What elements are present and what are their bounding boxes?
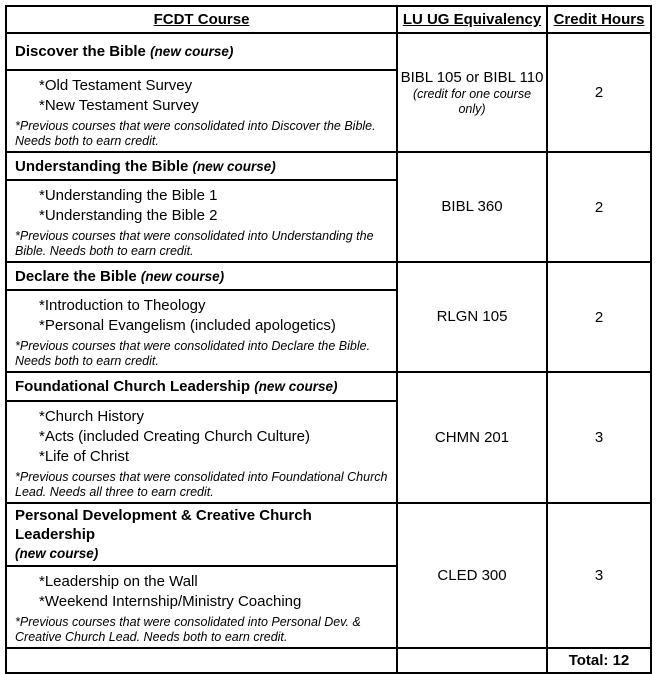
table-row [6,262,651,290]
header-credit-hours [547,6,651,33]
course-item: *Weekend Internship/Ministry Coaching [39,593,302,610]
block2-title-suffix: (new course) [192,158,276,174]
block3-note: *Previous courses that were consolidated into Declare the Bible. Needs both to earn credit. [15,339,371,368]
block2-title-cell [6,152,397,180]
header-fcdt-course-label: FCDT Course [153,11,250,28]
block3-equivalency-cell [397,262,547,372]
block4-title-suffix: (new course) [254,379,338,394]
table-header-row [6,6,651,33]
header-credit-hours-label: Credit Hours [553,11,645,28]
block1-credit-hours: 2 [547,33,651,152]
course-item: *Understanding the Bible 1 [39,187,218,204]
block3-courses-cell [6,290,397,372]
table-footer-row [6,648,651,673]
block1-title-cell [6,33,397,70]
block1-equivalency: BIBL 105 or BIBL 110 [400,68,544,86]
block4-title-cell [6,372,397,401]
course-item: *Old Testament Survey [39,77,193,94]
table-row [6,372,651,401]
block4-title: Foundational Church Leadership [15,378,251,395]
table-row [6,503,651,566]
header-fcdt-course [6,6,397,33]
block1-title-suffix: (new course) [150,44,234,59]
block5-equivalency-cell [397,503,547,648]
block3-title-suffix: (new course) [140,268,225,284]
block1-equivalency-cell [397,33,547,152]
block4-note: *Previous courses that were consolidated into Foundational Church Lead. Needs all three to earn credit. [15,470,388,499]
block3-title-cell [6,262,397,290]
block1-courses-cell [6,70,397,152]
block1-equivalency-note: (credit for one course only) [412,86,532,116]
block4-equivalency: CHMN 201 [434,428,510,446]
course-item: *Acts (included Creating Church Culture) [39,428,310,445]
block5-title-cell [6,503,397,566]
block3-equivalency: RLGN 105 [436,308,508,325]
block3-credit-hours: 2 [547,262,651,372]
block5-courses-cell [6,566,397,648]
footer-empty-cell-equivalency [397,648,547,673]
block2-title: Understanding the Bible [15,157,189,175]
footer-empty-cell-course [6,648,397,673]
block1-note: *Previous courses that were consolidated into Discover the Bible. Needs both to earn credit. [15,119,376,148]
course-item: *Life of Christ [39,448,130,465]
block2-credit-hours: 2 [547,152,651,262]
block1-title: Discover the Bible [15,43,146,60]
header-lu-ug-equivalency-label: LU UG Equivalency [402,11,542,28]
footer-total: Total: 12 [547,648,651,673]
course-item: *Introduction to Theology [39,297,206,314]
block2-equivalency-cell [397,152,547,262]
table-row [6,33,651,70]
block5-equivalency: CLED 300 [437,566,507,584]
block5-title-suffix: (new course) [15,546,99,561]
block2-courses-cell [6,180,397,262]
header-lu-ug-equivalency [397,6,547,33]
block2-equivalency: BIBL 360 [441,198,503,215]
block4-credit-hours: 3 [547,372,651,503]
block5-credit-hours: 3 [547,503,651,648]
block3-title: Declare the Bible [15,267,137,285]
course-item: *Leadership on the Wall [39,573,198,590]
course-item: *Understanding the Bible 2 [39,207,218,224]
course-item: *New Testament Survey [39,97,199,114]
fcdt-course-table [5,5,652,674]
block5-title: Personal Development & Creative Church Leadership [15,507,312,543]
course-item: *Personal Evangelism (included apologetics) [39,317,336,334]
block4-courses-cell [6,401,397,503]
block5-note: *Previous courses that were consolidated into Personal Dev. & Creative Church Lead. Needs both to earn credit. [15,615,361,644]
table-row [6,152,651,180]
course-item: *Church History [39,408,145,425]
block4-equivalency-cell [397,372,547,503]
block2-note: *Previous courses that were consolidated into Understanding the Bible. Needs both to earn credit. [15,229,374,258]
